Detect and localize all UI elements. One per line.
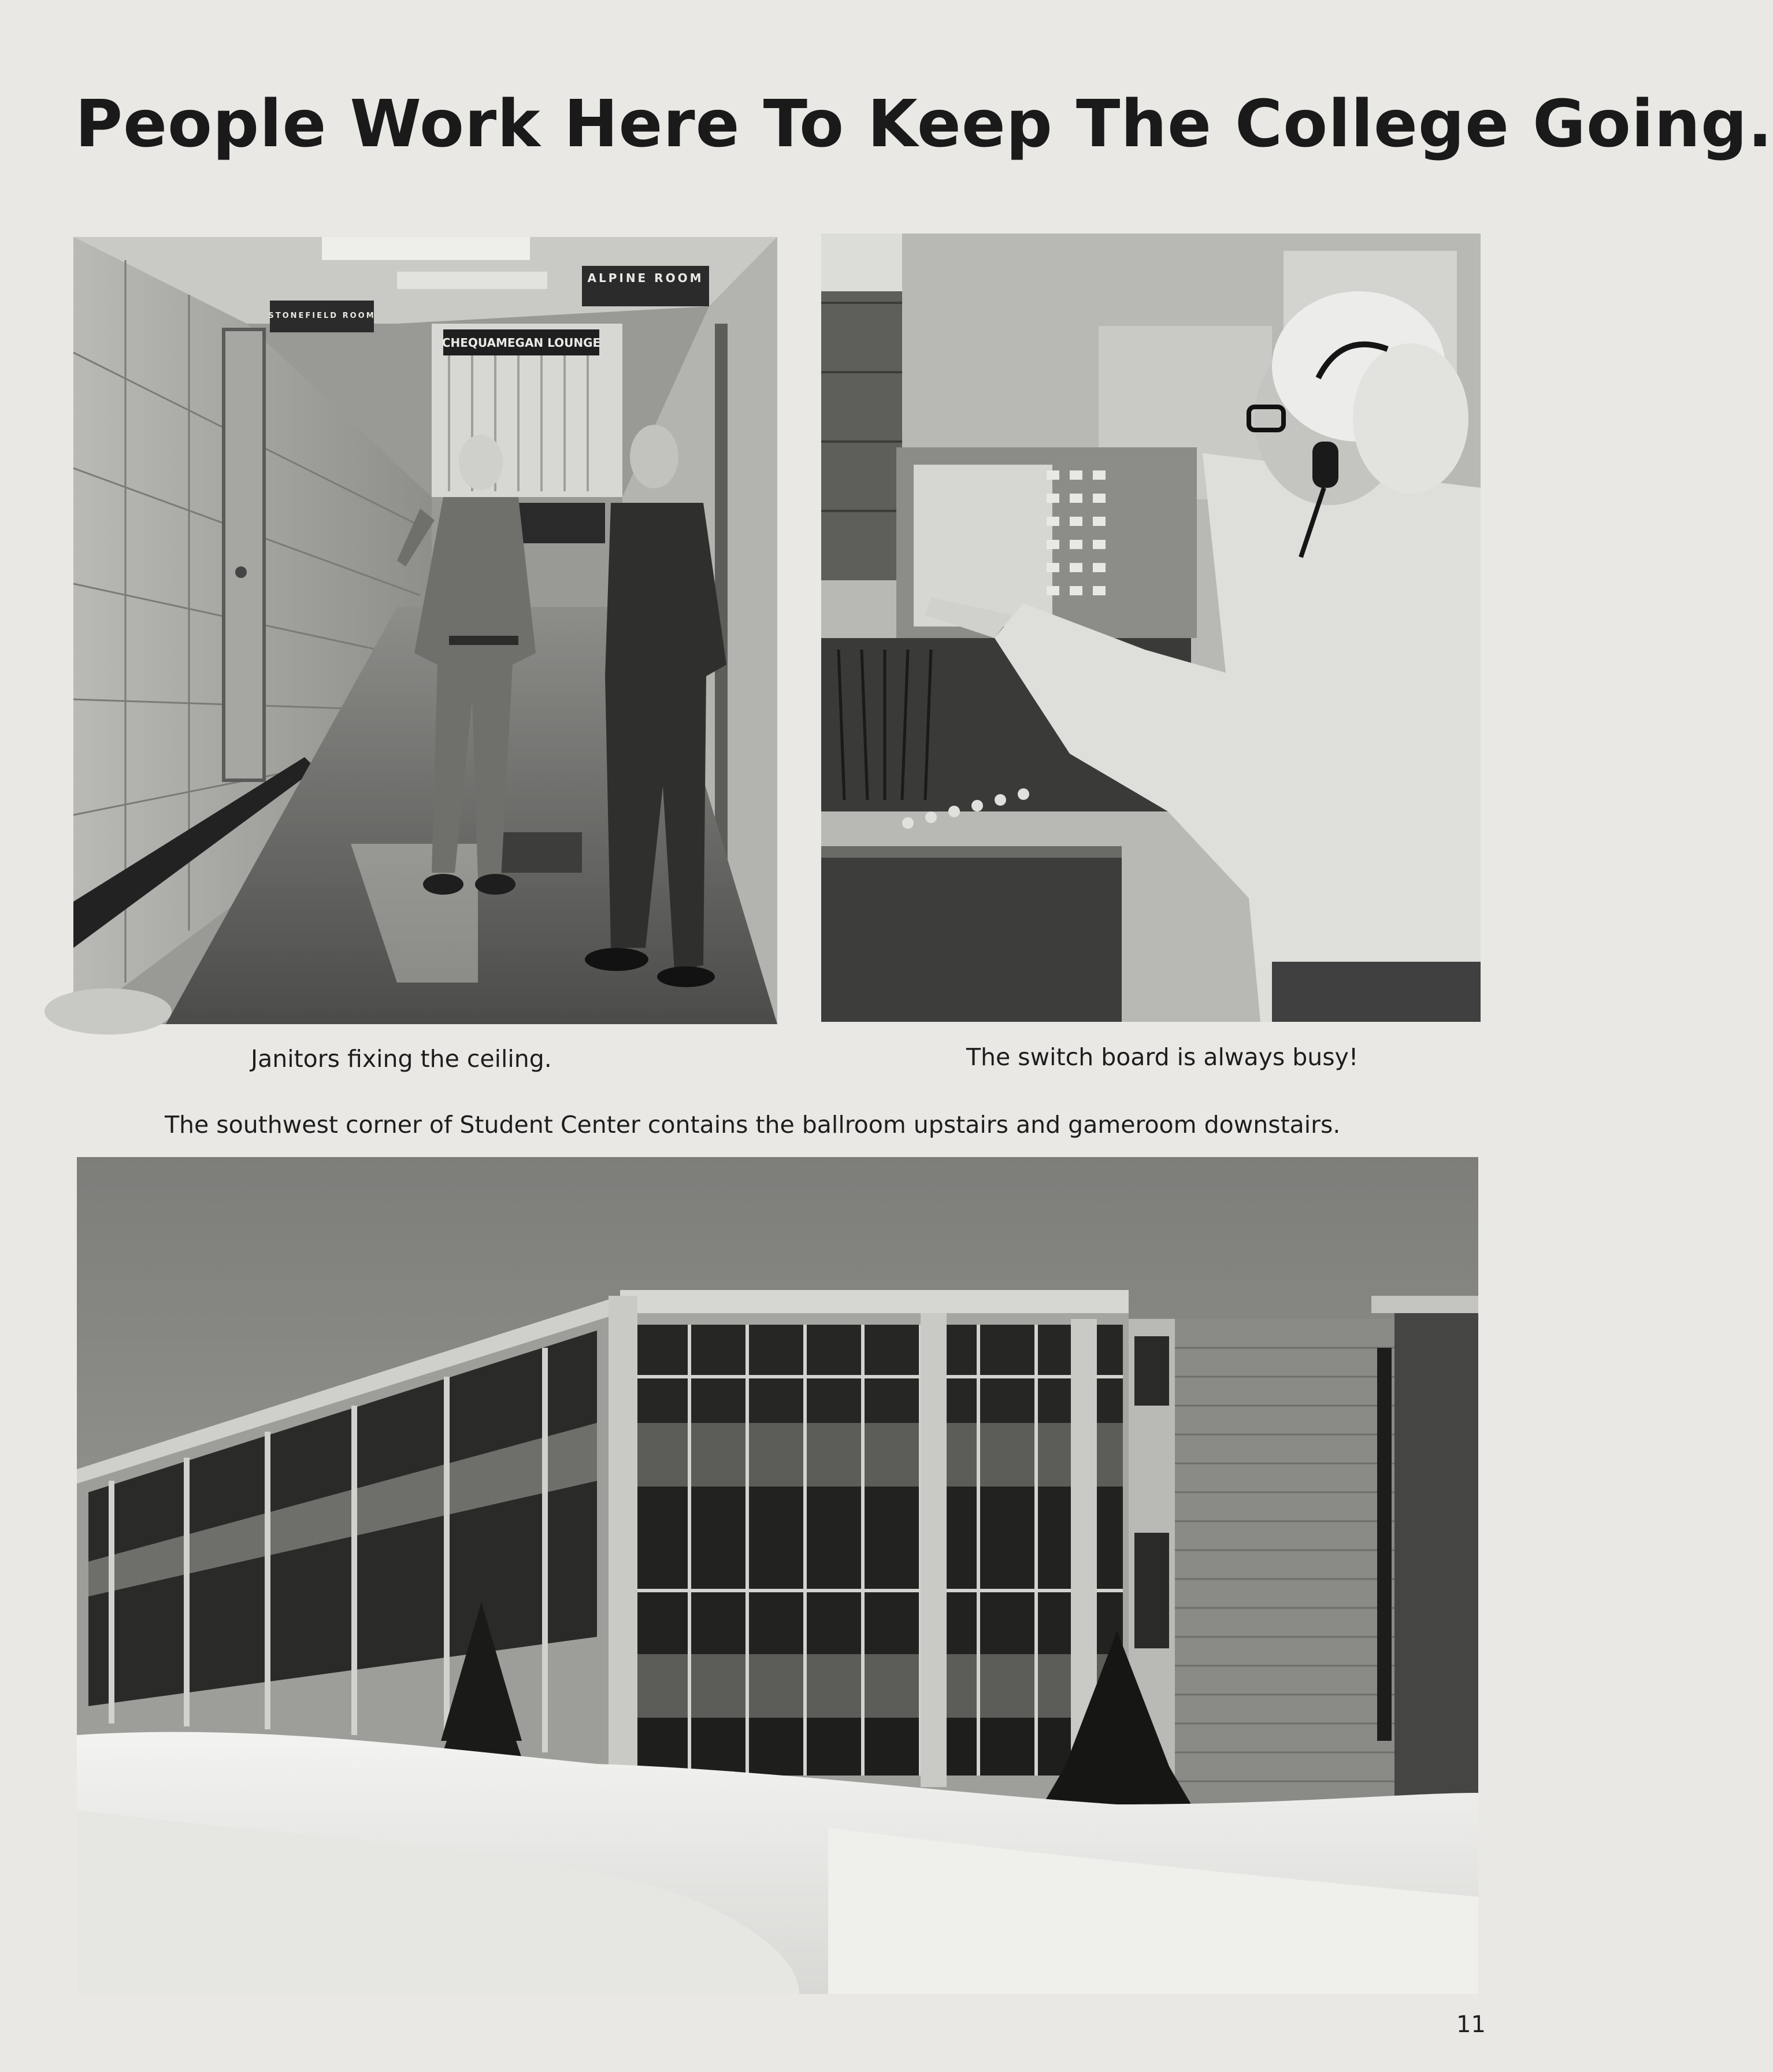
switchboard-caption: The switch board is always busy!: [966, 1043, 1359, 1071]
sign-chequamegan-lounge: CHEQUAMEGAN LOUNGE: [442, 336, 601, 350]
hallway-caption: Janitors fixing the ceiling.: [251, 1045, 552, 1073]
student-center-photo: [77, 1157, 1478, 1994]
hallway-photo: [73, 237, 777, 1024]
sign-alpine-room: ALPINE ROOM: [587, 271, 704, 285]
building-caption: The southwest corner of Student Center contains the ballroom upstairs and gameroom downstairs.: [165, 1111, 1341, 1139]
switchboard-photo: [821, 233, 1481, 1022]
page-title: People Work Here To Keep The College Going.: [75, 87, 1773, 162]
page-number: 11: [1456, 2011, 1486, 2038]
sign-stonefield-room: STONEFIELD ROOM: [268, 312, 376, 320]
